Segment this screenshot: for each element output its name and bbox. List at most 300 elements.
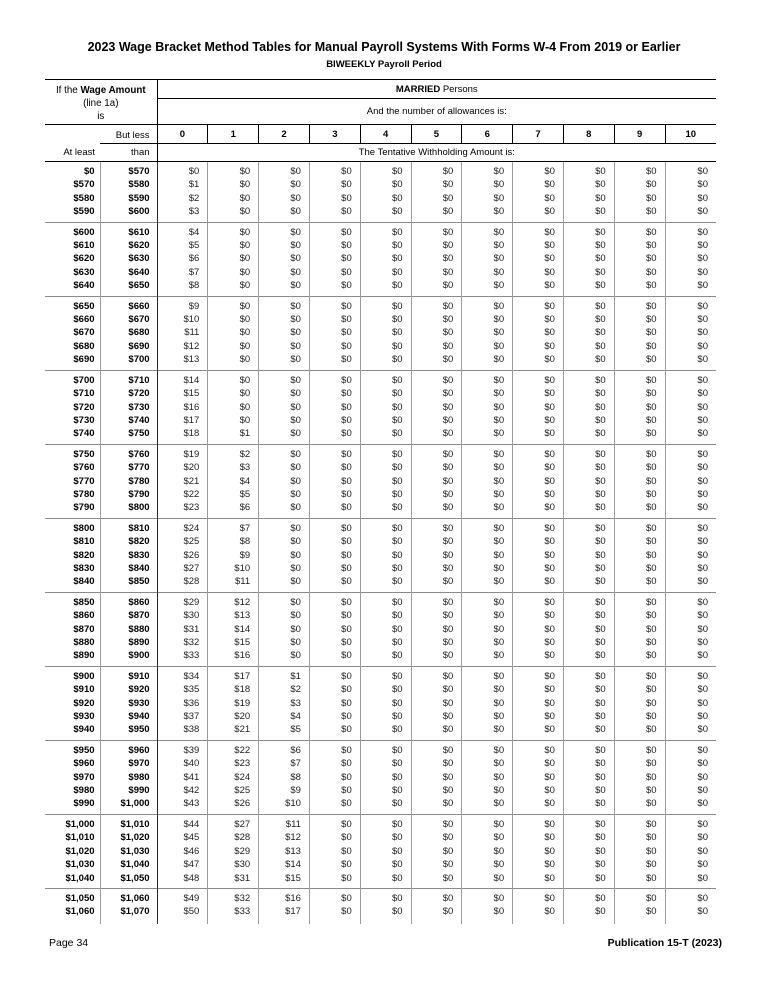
amount-cell: $0 [513, 683, 564, 696]
amount-cell: $3 [157, 205, 208, 222]
amount-cell: $0 [259, 501, 310, 518]
amount-cell: $0 [360, 387, 411, 400]
amount-cell: $0 [411, 814, 462, 831]
amount-cell: $0 [563, 814, 614, 831]
amount-cell: $0 [208, 205, 259, 222]
amount-cell: $0 [563, 636, 614, 649]
amount-cell: $0 [208, 340, 259, 353]
amount-cell: $0 [259, 178, 310, 191]
amount-cell: $0 [614, 784, 665, 797]
table-row [45, 353, 716, 370]
amount-cell: $0 [563, 575, 614, 592]
bracket-group [45, 162, 716, 223]
amount-cell: $0 [665, 740, 716, 757]
but-less-cell: $840 [100, 562, 157, 575]
amount-cell: $0 [614, 340, 665, 353]
marital-status-header [157, 80, 716, 99]
amount-cell: $0 [513, 427, 564, 444]
but-less-cell: $1,070 [100, 905, 157, 923]
amount-cell: $9 [208, 549, 259, 562]
amount-cell: $0 [513, 623, 564, 636]
amount-cell: $0 [462, 697, 513, 710]
amount-cell: $0 [411, 427, 462, 444]
amount-cell: $0 [614, 649, 665, 666]
but-less-cell: $940 [100, 710, 157, 723]
amount-cell: $0 [208, 353, 259, 370]
amount-cell: $0 [309, 697, 360, 710]
amount-cell: $0 [411, 475, 462, 488]
amount-cell: $0 [614, 461, 665, 474]
amount-cell: $0 [208, 252, 259, 265]
amount-cell: $0 [360, 549, 411, 562]
amount-cell: $0 [462, 666, 513, 683]
amount-cell: $0 [360, 370, 411, 387]
but-less-cell: $620 [100, 239, 157, 252]
amount-cell: $0 [513, 313, 564, 326]
amount-cell: $0 [563, 162, 614, 179]
amount-cell: $0 [462, 831, 513, 844]
at-least-cell: $670 [73, 327, 95, 339]
but-less-cell: $670 [100, 313, 157, 326]
table-row [45, 845, 716, 858]
amount-cell: $0 [411, 666, 462, 683]
amount-cell: $0 [259, 370, 310, 387]
publication-title: Publication 15-T (2023) [607, 937, 722, 949]
amount-cell: $12 [208, 592, 259, 609]
amount-cell: $13 [157, 353, 208, 370]
but-less-cell: $860 [100, 592, 157, 609]
amount-cell: $0 [513, 252, 564, 265]
amount-cell: $0 [309, 340, 360, 353]
table-row [45, 683, 716, 696]
amount-cell: $27 [208, 814, 259, 831]
amount-cell: $0 [411, 222, 462, 239]
table-row [45, 623, 716, 636]
amount-cell: $0 [513, 401, 564, 414]
amount-cell: $0 [614, 279, 665, 296]
amount-cell: $0 [411, 370, 462, 387]
table-row [45, 740, 716, 757]
at-least-cell: $870 [73, 623, 95, 635]
amount-cell: $0 [614, 872, 665, 889]
amount-cell: $0 [259, 326, 310, 339]
table-row [45, 427, 716, 444]
at-least-cell: $1,050 [45, 888, 100, 905]
amount-cell: $0 [563, 279, 614, 296]
amount-cell: $0 [614, 178, 665, 191]
amount-cell: $0 [665, 723, 716, 740]
amount-cell: $0 [665, 279, 716, 296]
amount-cell: $0 [614, 592, 665, 609]
amount-cell: $0 [360, 178, 411, 191]
amount-cell: $0 [462, 313, 513, 326]
amount-cell: $0 [665, 697, 716, 710]
amount-cell: $0 [462, 757, 513, 770]
amount-cell: $0 [462, 353, 513, 370]
amount-cell: $22 [157, 488, 208, 501]
amount-cell: $0 [259, 609, 310, 622]
amount-cell: $0 [208, 162, 259, 179]
amount-cell: $0 [360, 488, 411, 501]
but-less-cell: $640 [100, 266, 157, 279]
amount-cell: $0 [259, 239, 310, 252]
amount-cell: $29 [157, 592, 208, 609]
amount-cell: $0 [309, 444, 360, 461]
amount-cell: $0 [411, 740, 462, 757]
amount-cell: $0 [563, 831, 614, 844]
bracket-group [45, 296, 716, 370]
amount-cell: $24 [208, 771, 259, 784]
amount-cell: $0 [309, 905, 360, 923]
but-less-cell: $730 [100, 401, 157, 414]
amount-cell: $3 [259, 697, 310, 710]
amount-cell: $0 [462, 461, 513, 474]
amount-cell: $0 [462, 239, 513, 252]
but-less-cell: $1,000 [100, 797, 157, 814]
amount-cell: $23 [157, 501, 208, 518]
amount-cell: $0 [411, 461, 462, 474]
amount-cell: $44 [157, 814, 208, 831]
amount-cell: $0 [462, 814, 513, 831]
amount-cell: $1 [208, 427, 259, 444]
amount-cell: $0 [309, 461, 360, 474]
table-row [45, 239, 716, 252]
table-row [45, 401, 716, 414]
amount-cell: $0 [563, 353, 614, 370]
amount-cell: $0 [462, 575, 513, 592]
at-least-cell: $580 [73, 192, 95, 204]
amount-cell: $0 [614, 723, 665, 740]
amount-cell: $0 [614, 162, 665, 179]
amount-cell: $0 [614, 501, 665, 518]
amount-cell: $34 [157, 666, 208, 683]
amount-cell: $14 [157, 370, 208, 387]
table-row [45, 162, 716, 179]
amount-cell: $0 [614, 814, 665, 831]
amount-cell: $50 [157, 905, 208, 923]
but-less-cell: $1,050 [100, 872, 157, 889]
amount-cell: $0 [259, 192, 310, 205]
at-least-cell: $620 [73, 253, 95, 265]
allowance-col-8: 8 [563, 125, 614, 144]
amount-cell: $0 [462, 387, 513, 400]
amount-cell: $0 [563, 710, 614, 723]
amount-cell: $0 [513, 831, 564, 844]
amount-cell: $0 [462, 178, 513, 191]
amount-cell: $4 [157, 222, 208, 239]
amount-cell: $0 [665, 518, 716, 535]
amount-cell: $0 [513, 697, 564, 710]
table-row [45, 549, 716, 562]
but-less-cell: $630 [100, 252, 157, 265]
amount-cell: $0 [411, 771, 462, 784]
amount-cell: $0 [309, 683, 360, 696]
amount-cell: $0 [513, 279, 564, 296]
amount-cell: $0 [563, 872, 614, 889]
amount-cell: $0 [309, 784, 360, 797]
amount-cell: $0 [208, 414, 259, 427]
at-least-cell: $770 [73, 475, 95, 487]
allowance-col-4: 4 [360, 125, 411, 144]
amount-cell: $0 [462, 592, 513, 609]
but-less-cell: $790 [100, 488, 157, 501]
amount-cell: $0 [309, 488, 360, 501]
wage-amount-header-line3: is [97, 110, 105, 122]
amount-cell: $0 [462, 623, 513, 636]
amount-cell: $0 [665, 797, 716, 814]
amount-cell: $0 [208, 401, 259, 414]
amount-cell: $0 [462, 296, 513, 313]
amount-cell: $0 [360, 222, 411, 239]
amount-cell: $0 [309, 723, 360, 740]
amount-cell: $0 [665, 192, 716, 205]
than-label: than [131, 147, 150, 158]
amount-cell: $0 [513, 858, 564, 871]
but-less-cell: $610 [100, 222, 157, 239]
amount-cell: $0 [665, 461, 716, 474]
amount-cell: $0 [563, 296, 614, 313]
amount-cell: $0 [513, 222, 564, 239]
table-row [45, 757, 716, 770]
at-least-cell: $760 [73, 462, 95, 474]
amount-cell: $0 [563, 266, 614, 279]
amount-cell: $0 [360, 649, 411, 666]
amount-cell: $21 [208, 723, 259, 740]
amount-cell: $26 [157, 549, 208, 562]
table-row [45, 370, 716, 387]
but-less-cell: $850 [100, 575, 157, 592]
amount-cell: $0 [411, 535, 462, 548]
table-row [45, 222, 716, 239]
amount-cell: $0 [614, 535, 665, 548]
amount-cell: $0 [513, 178, 564, 191]
amount-cell: $0 [208, 313, 259, 326]
but-less-cell: $700 [100, 353, 157, 370]
amount-cell: $0 [563, 697, 614, 710]
but-less-cell: $710 [100, 370, 157, 387]
amount-cell: $0 [360, 239, 411, 252]
amount-cell: $20 [157, 461, 208, 474]
amount-cell: $0 [563, 858, 614, 871]
amount-cell: $0 [563, 683, 614, 696]
amount-cell: $0 [309, 710, 360, 723]
amount-cell: $18 [157, 427, 208, 444]
amount-cell: $0 [563, 313, 614, 326]
amount-cell: $0 [563, 340, 614, 353]
table-row [45, 723, 716, 740]
wage-bracket-table [45, 79, 716, 924]
but-less-cell: $600 [100, 205, 157, 222]
amount-cell: $5 [157, 239, 208, 252]
wage-range-header [45, 125, 157, 162]
amount-cell: $0 [665, 549, 716, 562]
amount-cell: $27 [157, 562, 208, 575]
at-least-cell: $920 [73, 697, 95, 709]
amount-cell: $0 [259, 575, 310, 592]
amount-cell: $0 [259, 649, 310, 666]
at-least-cell: $690 [73, 354, 95, 366]
amount-cell: $0 [360, 427, 411, 444]
table-row [45, 592, 716, 609]
but-less-cell: $890 [100, 636, 157, 649]
amount-cell: $0 [513, 370, 564, 387]
wage-amount-header-line2: (line 1a) [83, 97, 119, 109]
amount-cell: $0 [259, 279, 310, 296]
amount-cell: $0 [462, 222, 513, 239]
amount-cell: $0 [665, 444, 716, 461]
at-least-cell: $740 [73, 428, 95, 440]
at-least-cell: $900 [45, 666, 100, 683]
amount-cell: $0 [462, 401, 513, 414]
at-least-cell: $650 [45, 296, 100, 313]
amount-cell: $0 [411, 178, 462, 191]
amount-cell: $0 [614, 475, 665, 488]
amount-cell: $0 [563, 845, 614, 858]
amount-cell: $43 [157, 797, 208, 814]
amount-cell: $0 [309, 740, 360, 757]
amount-cell: $26 [208, 797, 259, 814]
amount-cell: $6 [157, 252, 208, 265]
amount-cell: $0 [411, 710, 462, 723]
amount-cell: $0 [665, 905, 716, 923]
table-row [45, 609, 716, 622]
amount-cell: $0 [665, 872, 716, 889]
amount-cell: $0 [462, 266, 513, 279]
but-less-label: But less [100, 125, 157, 144]
amount-cell: $0 [360, 444, 411, 461]
table-row [45, 905, 716, 923]
at-least-cell: $810 [73, 536, 95, 548]
table-row [45, 535, 716, 548]
at-least-cell: $880 [73, 637, 95, 648]
amount-cell: $0 [259, 444, 310, 461]
amount-cell: $0 [208, 222, 259, 239]
amount-cell: $0 [513, 609, 564, 622]
amount-cell: $0 [665, 858, 716, 871]
at-least-cell: $730 [73, 414, 95, 426]
amount-cell: $18 [208, 683, 259, 696]
amount-cell: $0 [462, 771, 513, 784]
amount-cell: $0 [309, 192, 360, 205]
amount-cell: $30 [208, 858, 259, 871]
amount-cell: $0 [411, 239, 462, 252]
amount-cell: $0 [411, 205, 462, 222]
amount-cell: $0 [309, 649, 360, 666]
amount-cell: $0 [309, 535, 360, 548]
amount-cell: $0 [157, 162, 208, 179]
amount-cell: $0 [208, 192, 259, 205]
amount-cell: $0 [614, 740, 665, 757]
amount-cell: $0 [614, 636, 665, 649]
amount-cell: $0 [462, 858, 513, 871]
amount-cell: $33 [208, 905, 259, 923]
amount-cell: $32 [157, 636, 208, 649]
amount-cell: $0 [563, 562, 614, 575]
page-footer [49, 937, 722, 949]
amount-cell: $0 [614, 683, 665, 696]
bracket-group [45, 666, 716, 740]
at-least-cell: $1,010 [65, 832, 95, 844]
amount-cell: $0 [563, 797, 614, 814]
amount-cell: $0 [563, 592, 614, 609]
amount-cell: $0 [360, 609, 411, 622]
table-row [45, 697, 716, 710]
amount-cell: $0 [563, 888, 614, 905]
amount-cell: $0 [411, 414, 462, 427]
at-least-cell: $590 [73, 206, 95, 218]
but-less-cell: $1,020 [100, 831, 157, 844]
but-less-cell: $690 [100, 340, 157, 353]
amount-cell: $0 [462, 710, 513, 723]
amount-cell: $0 [360, 872, 411, 889]
amount-cell: $0 [462, 888, 513, 905]
amount-cell: $0 [360, 192, 411, 205]
amount-cell: $29 [208, 845, 259, 858]
amount-cell: $0 [411, 609, 462, 622]
amount-cell: $0 [513, 797, 564, 814]
amount-cell: $0 [665, 784, 716, 797]
but-less-cell: $910 [100, 666, 157, 683]
amount-cell: $13 [259, 845, 310, 858]
amount-cell: $0 [360, 814, 411, 831]
amount-cell: $0 [462, 279, 513, 296]
amount-cell: $0 [563, 252, 614, 265]
amount-cell: $31 [157, 623, 208, 636]
amount-cell: $0 [309, 205, 360, 222]
amount-cell: $0 [665, 649, 716, 666]
amount-cell: $0 [462, 905, 513, 923]
amount-cell: $0 [411, 501, 462, 518]
amount-cell: $0 [360, 414, 411, 427]
amount-cell: $0 [259, 518, 310, 535]
amount-cell: $0 [208, 266, 259, 279]
amount-cell: $0 [513, 444, 564, 461]
bracket-group [45, 592, 716, 666]
amount-cell: $0 [309, 475, 360, 488]
page-title: 2023 Wage Bracket Method Tables for Manual Payroll Systems With Forms W-4 From 2019 or Earlier [87, 40, 681, 54]
amount-cell: $0 [563, 784, 614, 797]
but-less-cell: $1,010 [100, 814, 157, 831]
amount-cell: $0 [513, 475, 564, 488]
amount-cell: $0 [259, 340, 310, 353]
amount-cell: $0 [411, 353, 462, 370]
amount-cell: $0 [208, 279, 259, 296]
amount-cell: $0 [309, 575, 360, 592]
amount-cell: $0 [513, 666, 564, 683]
amount-cell: $0 [563, 535, 614, 548]
amount-cell: $0 [309, 636, 360, 649]
amount-cell: $0 [513, 723, 564, 740]
amount-cell: $0 [513, 888, 564, 905]
amount-cell: $9 [259, 784, 310, 797]
amount-cell: $0 [259, 313, 310, 326]
amount-cell: $33 [157, 649, 208, 666]
amount-cell: $0 [309, 387, 360, 400]
amount-cell: $0 [614, 623, 665, 636]
amount-cell: $0 [360, 279, 411, 296]
at-least-cell: $780 [73, 488, 95, 500]
amount-cell: $0 [614, 192, 665, 205]
allowance-col-3: 3 [309, 125, 360, 144]
amount-cell: $0 [462, 192, 513, 205]
table-row [45, 771, 716, 784]
amount-cell: $0 [614, 858, 665, 871]
amount-cell: $0 [665, 401, 716, 414]
amount-cell: $0 [360, 326, 411, 339]
amount-cell: $0 [665, 178, 716, 191]
amount-cell: $0 [309, 845, 360, 858]
at-least-cell: $720 [73, 401, 95, 413]
